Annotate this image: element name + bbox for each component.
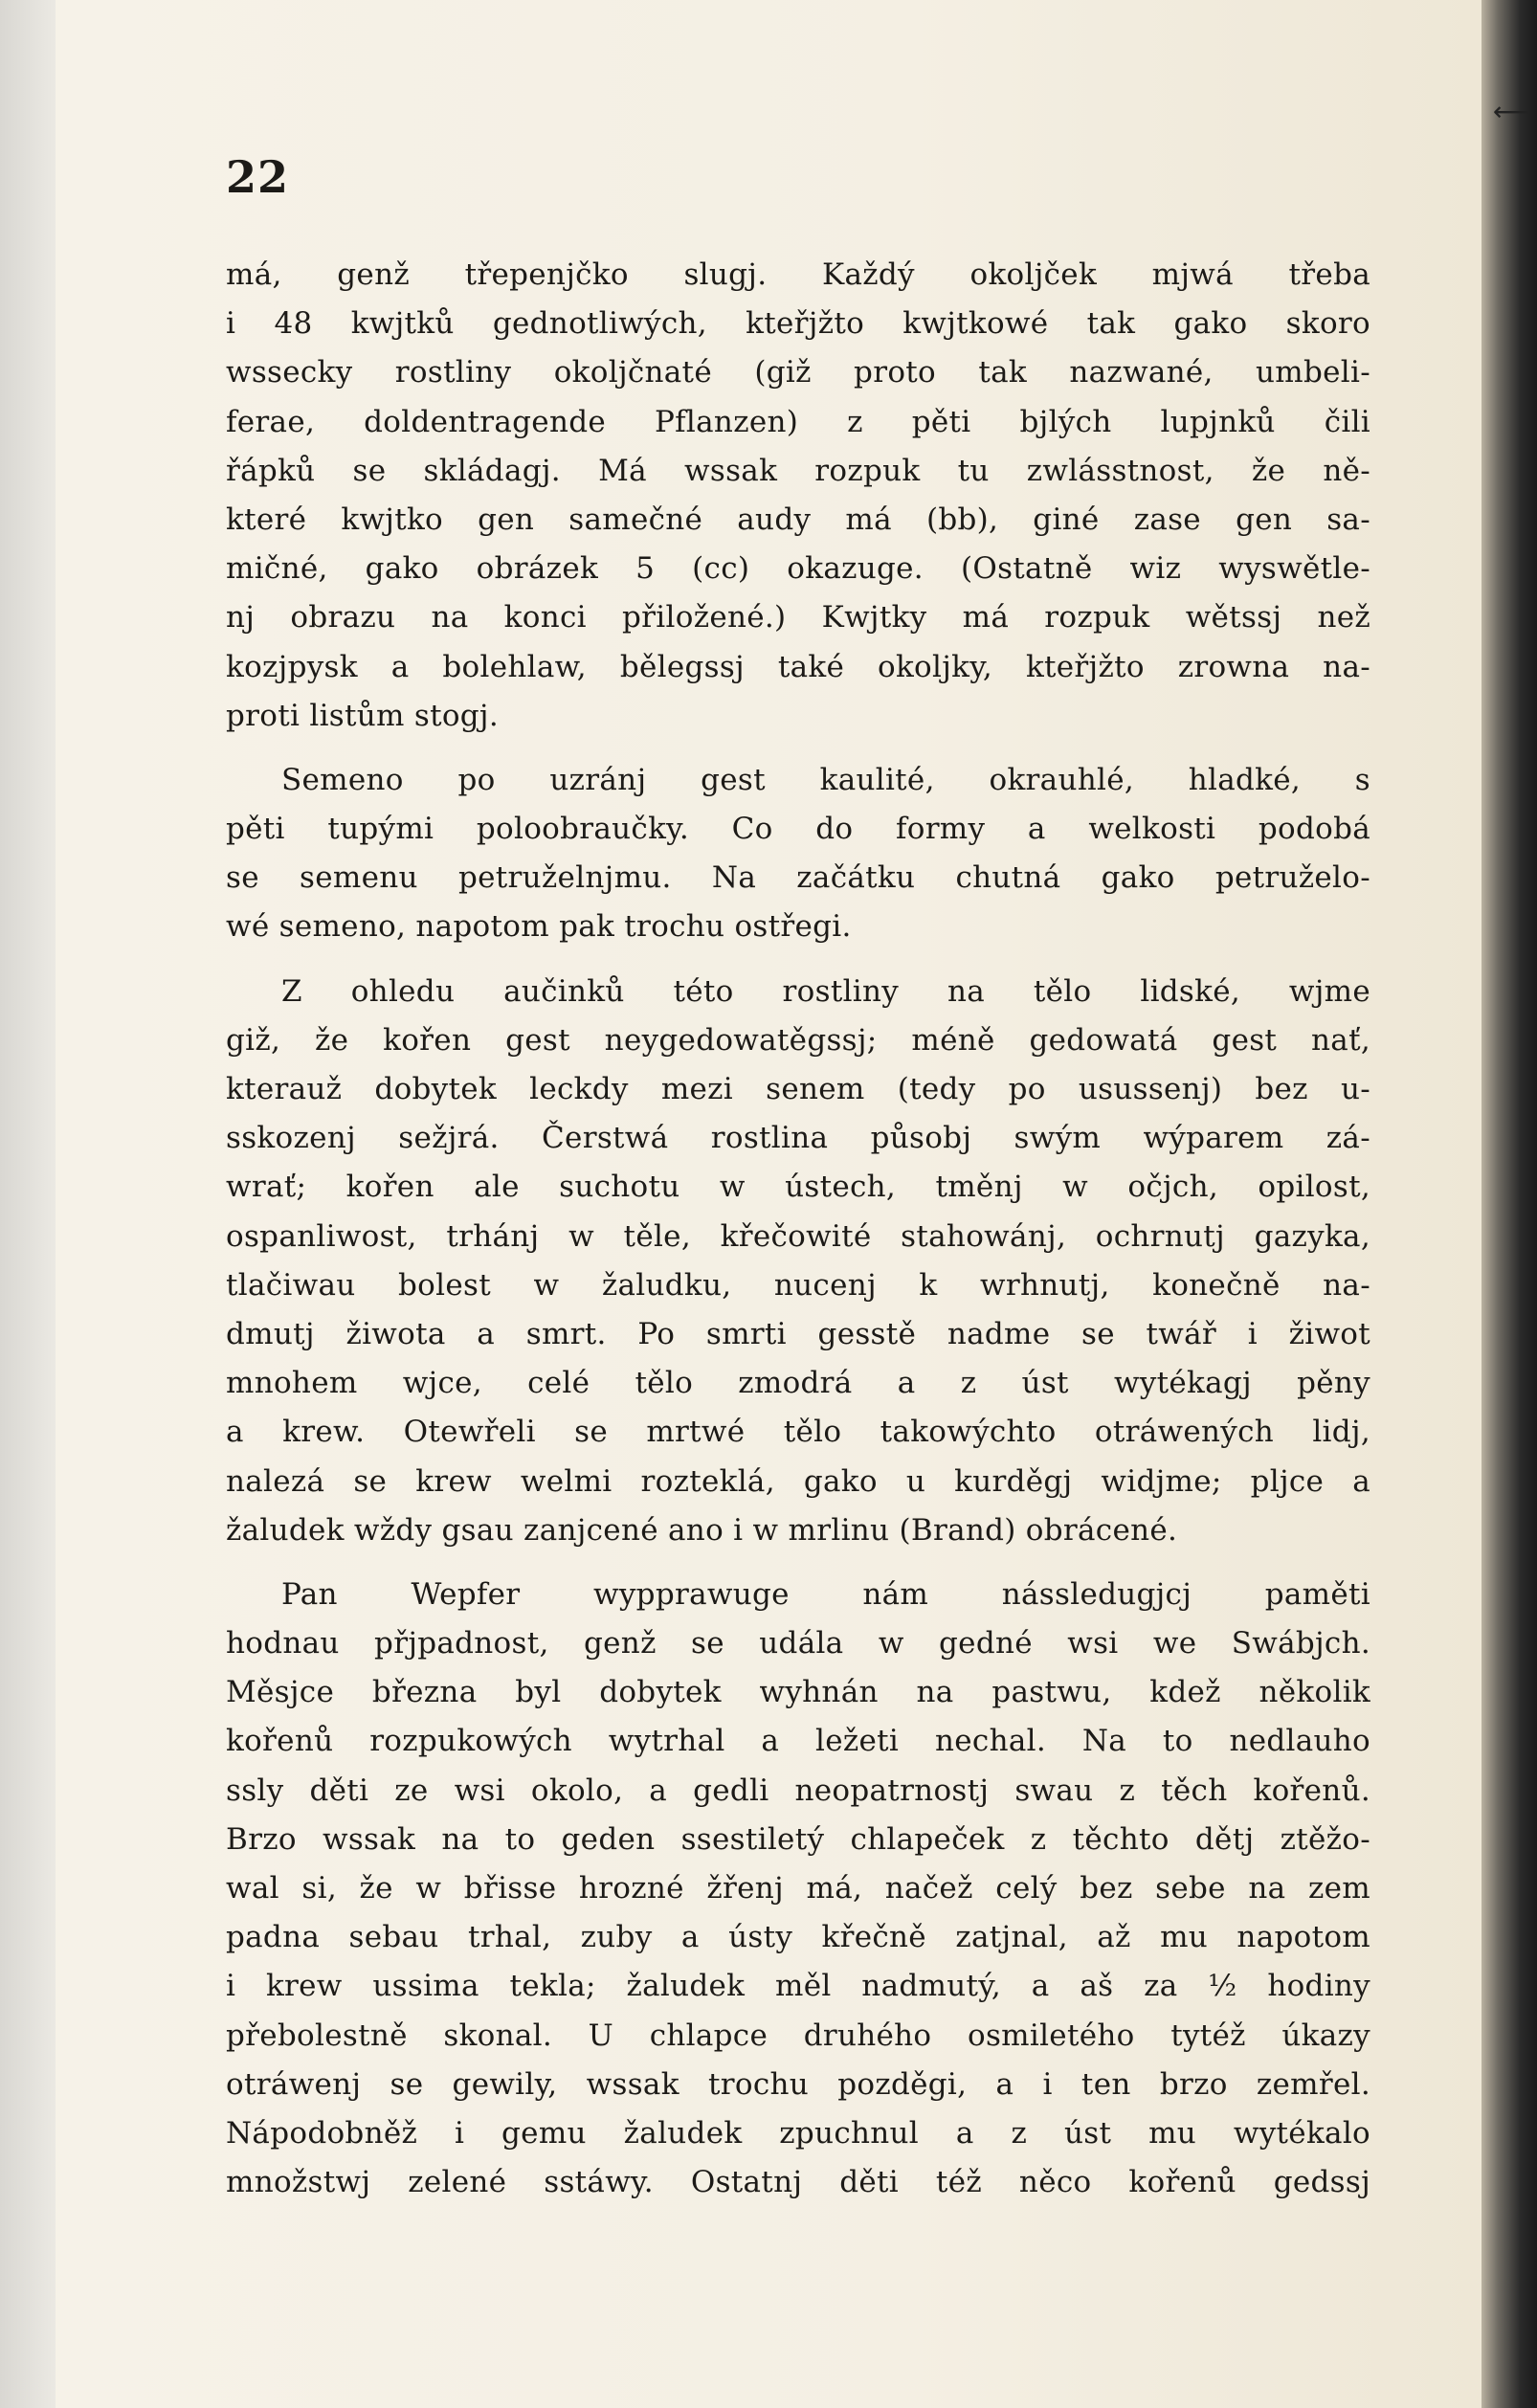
text-line: wé semeno, napotom pak trochu ostřegi.: [226, 909, 852, 945]
text-line: přebolestně skonal. U chlapce druhého osmiletého tytéž úkazy: [226, 2018, 1370, 2053]
text-line: wrať; kořen ale suchotu w ústech, tměnj w očjch, opilost,: [226, 1170, 1370, 1205]
text-line: mnohem wjce, celé tělo zmodrá a z úst wytékagj pěny: [226, 1366, 1370, 1401]
text-line: Brzo wssak na to geden ssestiletý chlapeček z těchto dětj ztěžo-: [226, 1821, 1370, 1857]
text-line: ospanliwost, trhánj w těle, křečowité stahowánj, ochrnutj gazyka,: [226, 1218, 1370, 1254]
text-line: pěti tupými poloobraučky. Co do formy a welkosti podobá: [226, 812, 1370, 847]
text-line: giž, že kořen gest neygedowatěgssj; méně gedowatá gest nať,: [226, 1022, 1370, 1058]
text-line: padna sebau trhal, zuby a ústy křečně zatjnal, až mu napotom: [226, 1920, 1370, 1955]
text-line: proti listům stogj.: [226, 698, 500, 733]
scan-background: [0, 0, 56, 2408]
text-line: kořenů rozpukowých wytrhal a ležeti nechal. Na to nedlauho: [226, 1724, 1370, 1759]
text-line: které kwjtko gen samečné audy má (bb), giné zase gen sa-: [226, 502, 1370, 537]
text-line: wssecky rostliny okoljčnaté (giž proto tak nazwané, umbeli-: [226, 355, 1370, 390]
paragraph-p2: [226, 756, 1370, 952]
book-gutter: [1481, 0, 1537, 2408]
page-number: 22: [226, 151, 290, 203]
text-line: dmutj žiwota a smrt. Po smrti gesstě nadme se twář i žiwot: [226, 1316, 1370, 1351]
text-line: wal si, že w břisse hrozné žřenj má, načež celý bez sebe na zem: [226, 1871, 1370, 1906]
text-line: kterauž dobytek leckdy mezi senem (tedy po usussenj) bez u-: [226, 1072, 1370, 1106]
paragraph-p4: [226, 1571, 1370, 2207]
text-line: žaludek wždy gsau zanjcené ano i w mrlinu (Brand) obrácené.: [226, 1512, 1178, 1548]
text-line: řápků se skládagj. Má wssak rozpuk tu zwlásstnost, že ně-: [226, 453, 1370, 488]
text-line: Z ohledu aučinků této rostliny na tělo lidské, wjme: [281, 973, 1370, 1009]
gutter-mark: ⟵: [1492, 96, 1531, 127]
text-line: otráwenj se gewily, wssak trochu pozděgi, a i ten brzo zemřel.: [226, 2066, 1370, 2102]
text-line: ferae, doldentragende Pflanzen) z pěti bjlých lupjnků čili: [226, 404, 1370, 439]
text-line: Nápodobněž i gemu žaludek zpuchnul a z úst mu wytékalo: [226, 2115, 1370, 2151]
text-line: i 48 kwjtků gednotliwých, kteřjžto kwjtkowé tak gako skoro: [226, 306, 1370, 342]
text-line: sskozenj sežjrá. Čerstwá rostlina působj swým wýparem zá-: [226, 1121, 1370, 1156]
paragraph-p3: [226, 968, 1370, 1555]
page-text: [226, 251, 1370, 2222]
text-line: Pan Wepfer wypprawuge nám nássledugjcj paměti: [281, 1576, 1370, 1612]
text-line: ssly děti ze wsi okolo, a gedli neopatrnostj swau z těch kořenů.: [226, 1773, 1370, 1808]
text-line: i krew ussima tekla; žaludek měl nadmutý, a aš za ½ hodiny: [226, 1969, 1370, 2004]
text-line: se semenu petruželnjmu. Na začátku chutná gako petruželo-: [226, 860, 1370, 896]
text-line: nalezá se krew welmi rozteklá, gako u kurděgj widjme; pljce a: [226, 1463, 1370, 1499]
text-line: množstwj zelené sstáwy. Ostatnj děti též něco kořenů gedssj: [226, 2165, 1370, 2200]
paragraph-p1: [226, 251, 1370, 741]
text-line: má, genž třepenjčko slugj. Každý okoljček mjwá třeba: [226, 257, 1370, 292]
text-line: nj obrazu na konci přiložené.) Kwjtky má rozpuk wětssj než: [226, 600, 1370, 635]
text-line: hodnau přjpadnost, genž se udála w gedné wsi we Swábjch.: [226, 1626, 1370, 1661]
text-line: a krew. Otewřeli se mrtwé tělo takowýchto otráwených lidj,: [226, 1415, 1370, 1450]
text-line: kozjpysk a bolehlaw, bělegssj také okoljky, kteřjžto zrowna na-: [226, 649, 1370, 684]
text-line: Semeno po uzránj gest kaulité, okrauhlé, hladké, s: [281, 762, 1370, 797]
text-line: tlačiwau bolest w žaludku, nucenj k wrhnutj, konečně na-: [226, 1267, 1370, 1303]
text-line: mičné, gako obrázek 5 (cc) okazuge. (Ostatně wiz wyswětle-: [226, 551, 1370, 587]
text-line: Měsjce března byl dobytek wyhnán na pastwu, kdež několik: [226, 1675, 1370, 1710]
